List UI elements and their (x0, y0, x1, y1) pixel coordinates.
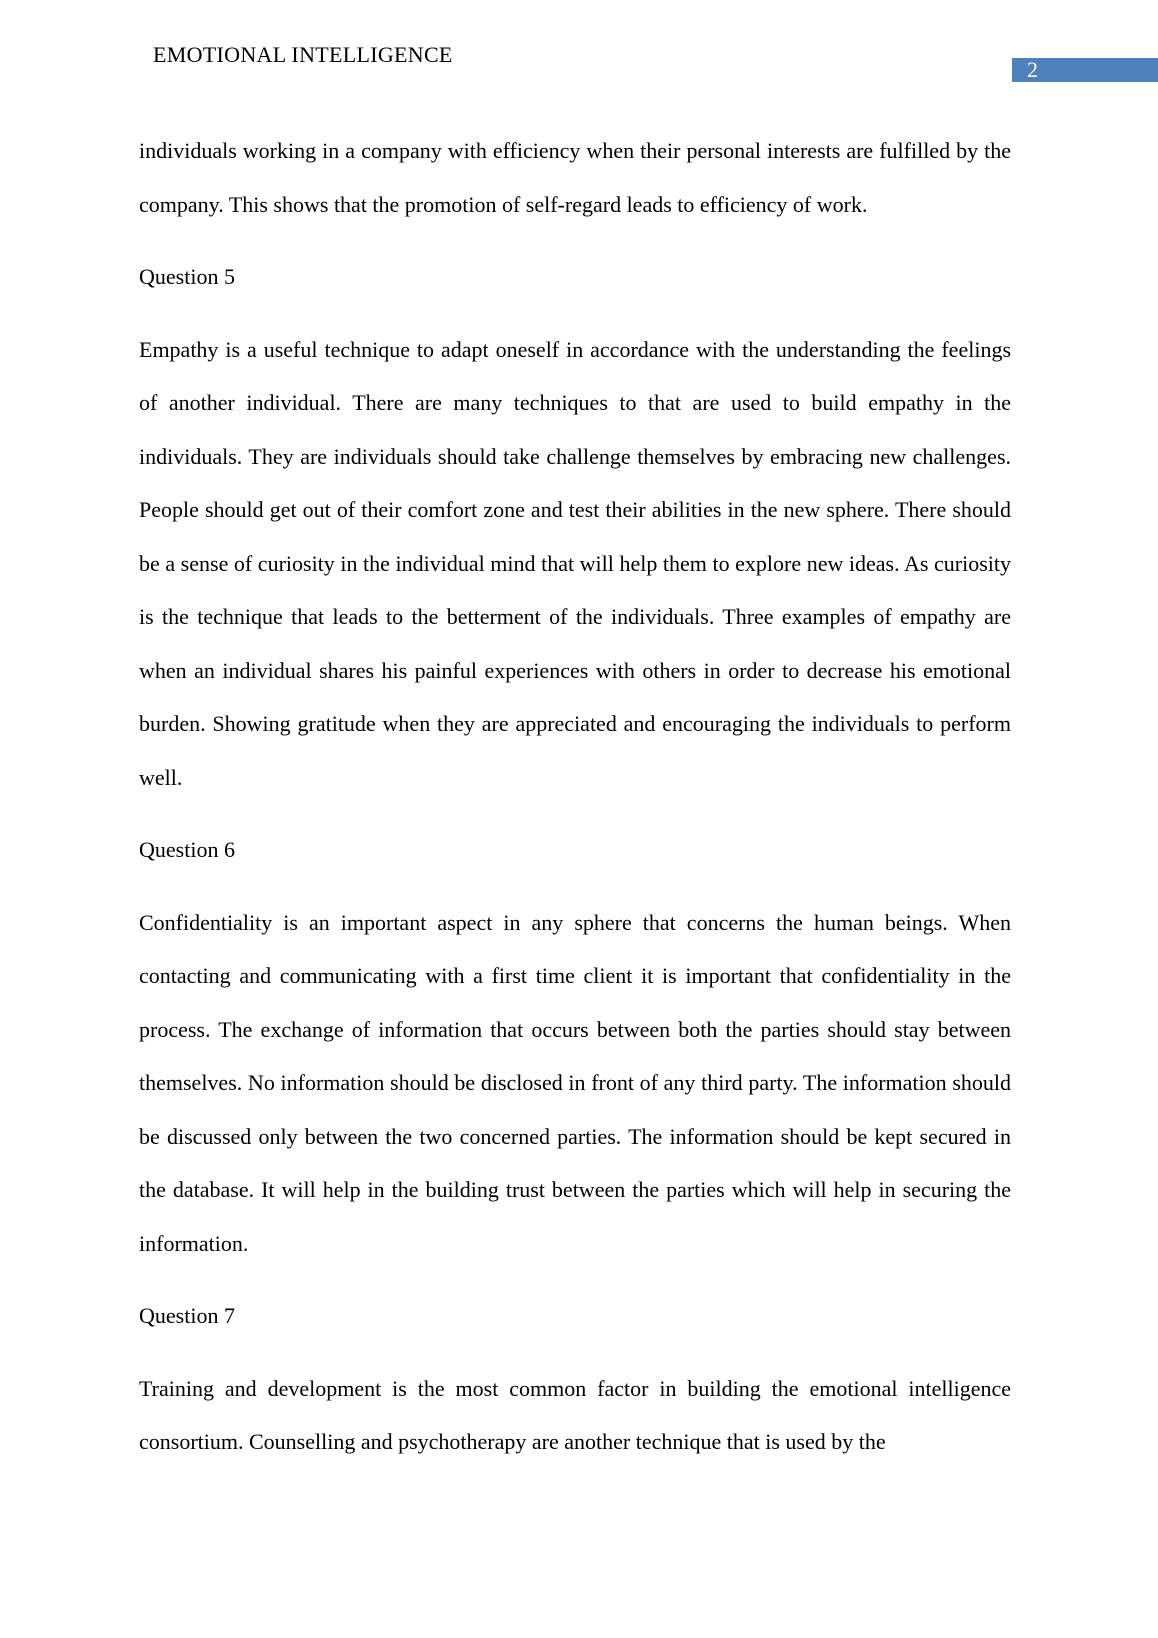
heading-question-6: Question 6 (139, 837, 235, 862)
page-number-badge: 2 (1012, 58, 1158, 82)
paragraph-continuation: individuals working in a company with efficiency when their personal interests are fulfilled by the company. This shows that the promotion of self-regard leads to efficiency of work. (139, 138, 1011, 217)
document-body (139, 124, 1011, 1488)
paragraph-training: Training and development is the most common factor in building the emotional intelligence consortium. Counselling and psychotherapy are another technique that is used by the (139, 1375, 1011, 1454)
paragraph-confidentiality: Confidentiality is an important aspect in any sphere that concerns the human beings. When contacting and communicating with a first time client it is important that confidentiality in the process. The exchange of information that occurs between both the parties should stay between themselves. No information should be disclosed in front of any third party. The information should be discussed only between the two concerned parties. The information should be kept secured in the database. It will help in the building trust between the parties which will help in securing the information. (139, 909, 1011, 1256)
heading-question-5: Question 5 (139, 264, 235, 289)
heading-question-7: Question 7 (139, 1303, 235, 1328)
paragraph-empathy: Empathy is a useful technique to adapt oneself in accordance with the understanding the feelings of another individual. There are many techniques to that are used to build empathy in the individuals. They are individuals should take challenge themselves by embracing new challenges. People should get out of their comfort zone and test their abilities in the new sphere. There should be a sense of curiosity in the individual mind that will help them to explore new ideas. As curiosity is the technique that leads to the betterment of the individuals. Three examples of empathy are when an individual shares his painful experiences with others in order to decrease his emotional burden. Showing gratitude when they are appreciated and encouraging the individuals to perform well. (139, 336, 1011, 790)
running-header-title: EMOTIONAL INTELLIGENCE (153, 42, 453, 67)
